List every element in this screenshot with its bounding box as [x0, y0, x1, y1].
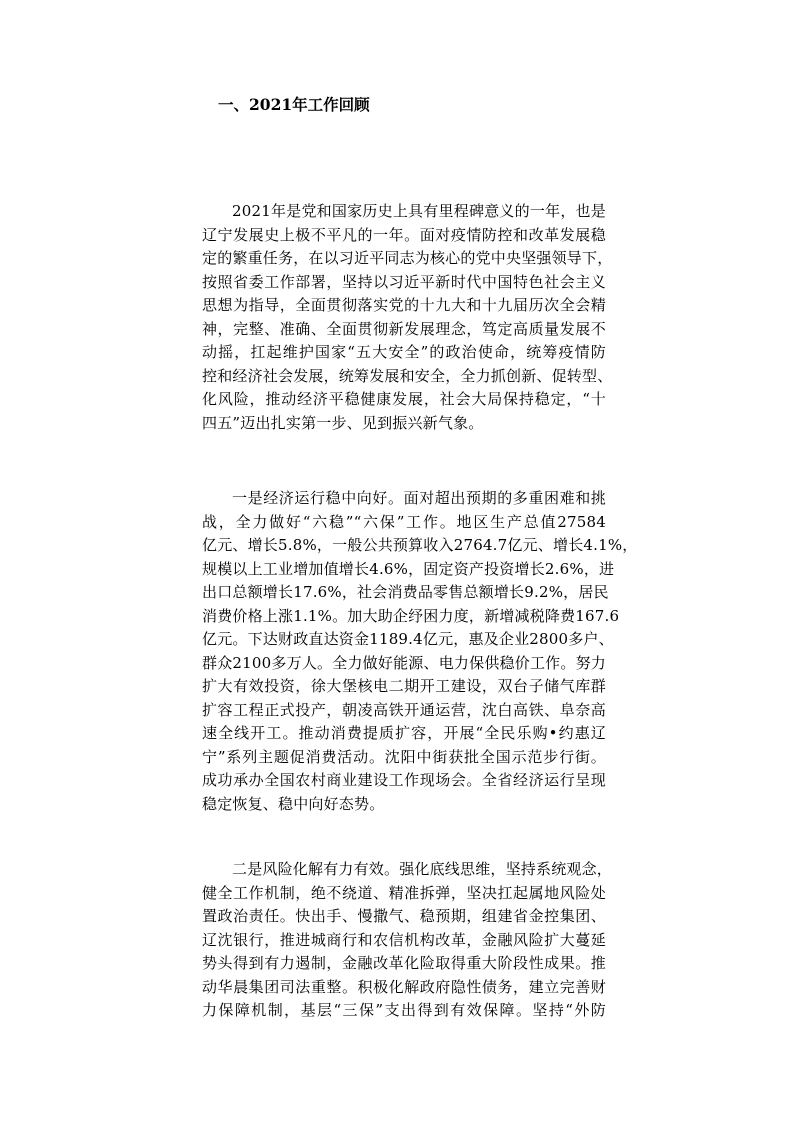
paragraph-economy	[202, 487, 638, 816]
paragraph-risk	[202, 858, 613, 1023]
text-line: 扩容工程正式投产，朝凌高铁开通运营，沈白高铁、阜奈高	[202, 700, 606, 719]
text-line: 成功承办全国农村商业建设工作现场会。全省经济运行呈现	[202, 771, 606, 789]
text-line: 二是风险化解有力有效。强化底线思维，坚持系统观念，	[232, 860, 613, 878]
text-line: 按照省委工作部署，坚持以习近平新时代中国特色社会主义	[202, 272, 606, 291]
text-line: 辽沈银行，推进城商行和农信机构改革，金融风险扩大蔓延	[202, 930, 606, 949]
text-line: 速全线开工。推动消费提质扩容，开展“全民乐购•约惠辽	[202, 724, 606, 742]
text-line: 宁”系列主题促消费活动。沈阳中街获批全国示范步行街。	[202, 747, 606, 766]
paragraph-overview	[202, 200, 613, 435]
text-line: 思想为指导，全面贯彻落实党的十九大和十九届历次全会精	[202, 296, 606, 314]
text-line: 力保障机制，基层“三保”支出得到有效保障。坚持“外防	[202, 1001, 606, 1019]
text-line: 化风险，推动经济平稳健康发展，社会大局保持稳定，“十	[202, 390, 606, 408]
text-line: 消费价格上涨1.1%。加大助企纾困力度，新增减税降费167.6	[202, 606, 620, 625]
text-line: 健全工作机制，绝不绕道、精准拆弹，坚决扛起属地风险处	[202, 883, 606, 902]
text-line: 动摇，扛起维护国家“五大安全”的政治使命，统筹疫情防	[202, 343, 606, 361]
text-line: 一是经济运行稳中向好。面对超出预期的多重困难和挑	[232, 489, 606, 507]
text-line: 出口总额增长17.6%，社会消费品零售总额增长9.2%，居民	[202, 583, 609, 601]
section-heading: 一、2021年工作回顾	[218, 95, 370, 114]
text-line: 亿元。下达财政直达资金1189.4亿元，惠及企业2800多户、	[202, 630, 614, 648]
text-line: 神，完整、准确、全面贯彻新发展理念，笃定高质量发展不	[202, 319, 606, 338]
text-line: 动华晨集团司法重整。积极化解政府隐性债务，建立完善财	[202, 977, 606, 996]
text-line: 定的繁重任务，在以习近平同志为核心的党中央坚强领导下，	[202, 249, 613, 267]
text-line: 战，全力做好“六稳”“六保”工作。地区生产总值27584	[202, 512, 606, 531]
text-line: 势头得到有力遏制，金融改革化险取得重大阶段性成果。推	[202, 954, 606, 972]
text-line: 群众2100多万人。全力做好能源、电力保供稳价工作。努力	[202, 653, 606, 672]
text-line: 扩大有效投资，徐大堡核电二期开工建设，双台子储气库群	[202, 677, 606, 695]
text-line: 置政治责任。快出手、慢撒气、稳预期，组建省金控集团、	[202, 907, 606, 925]
text-line: 2021年是党和国家历史上具有里程碑意义的一年，也是	[232, 202, 606, 220]
text-line: 规模以上工业增加值增长4.6%，固定资产投资增长2.6%，进	[202, 559, 615, 578]
text-line: 四五”迈出扎实第一步、见到振兴新气象。	[202, 413, 484, 432]
text-line: 控和经济社会发展，统筹发展和安全，全力抓创新、促转型、	[202, 366, 613, 385]
text-line: 亿元、增长5.8%，一般公共预算收入2764.7亿元、增长4.1%，	[202, 536, 638, 554]
text-line: 稳定恢复、稳中向好态势。	[202, 794, 385, 813]
text-line: 辽宁发展史上极不平凡的一年。面对疫情防控和改革发展稳	[202, 225, 606, 244]
